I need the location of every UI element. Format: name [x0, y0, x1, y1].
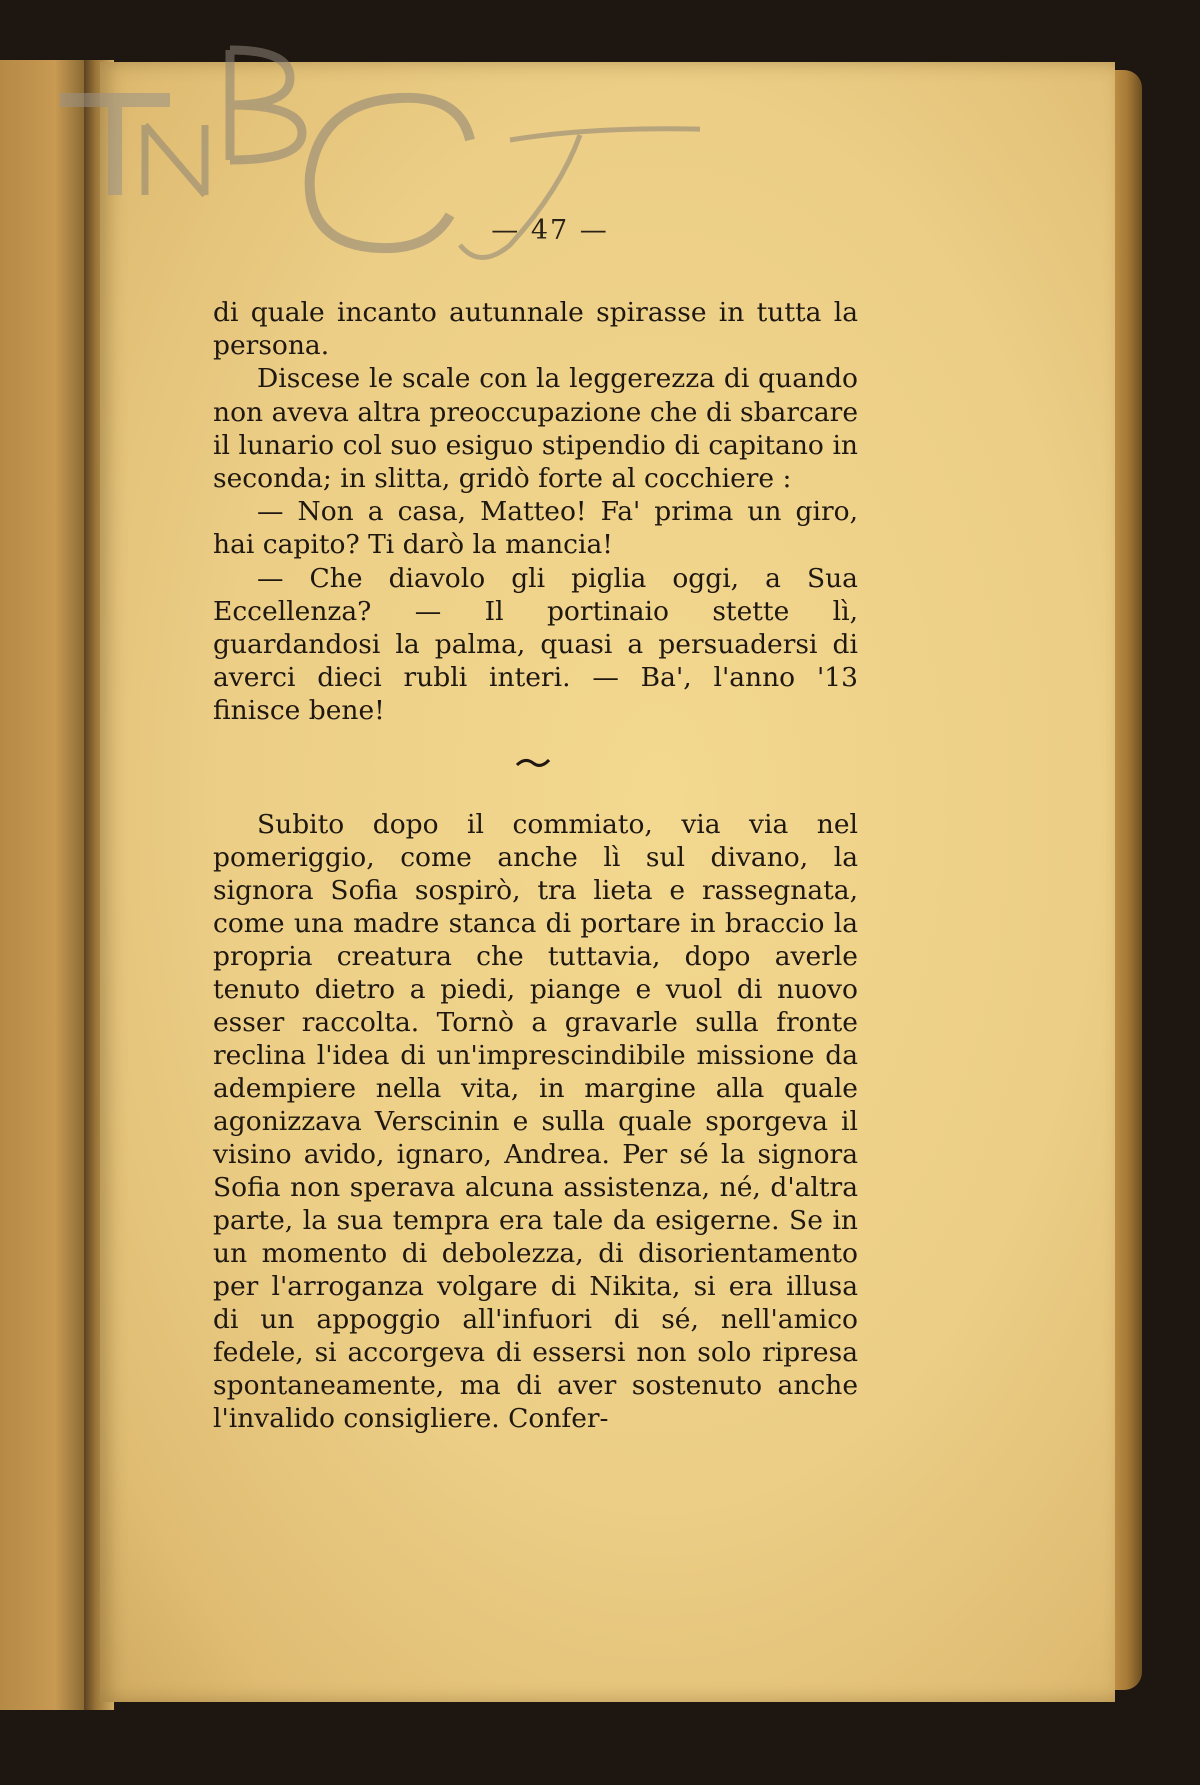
paragraph: Discese le scale con la leggerezza di quando non aveva altra preoccupazione che di sbarcare il lunario col suo esiguo stipendio di capitano in seconda; in slitta, gridò forte al cocchiere : — [213, 363, 858, 495]
left-page-edge — [0, 60, 92, 1710]
paragraph: — Non a casa, Matteo! Fa' prima un giro, hai capito? Ti darò la mancia! — [213, 496, 858, 561]
paragraph: di quale incanto autunnale spirasse in tutta la persona. — [213, 297, 858, 362]
section-break-ornament — [515, 755, 551, 771]
text-section-2 — [213, 808, 858, 1435]
page-number: — 47 — — [491, 215, 609, 246]
text-section-1 — [213, 296, 858, 728]
paragraph: Subito dopo il commiato, via via nel pomeriggio, come anche lì sul divano, la signora Sofia sospirò, tra lieta e rassegnata, come una madre stanca di portare in braccio la propria creatura che tuttavia, dopo averle tenuto dietro a piedi, piange e vuol di nuovo esser raccolta. Tornò a gravarle sulla fronte reclina l'idea di un'imprescindibile missione da adempiere nella vita, in margine alla quale agonizzava Verscinin e sulla quale sporgeva il visino avido, ignaro, Andrea. Per sé la signora Sofia non sperava alcuna assistenza, né, d'altra parte, la sua tempra era tale da esigerne. Se in un momento di debolezza, di disorientamento per l'arroganza volgare di Nikita, si era illusa di un appoggio all'infuori di sé, nell'amico fedele, si accorgeva di essersi non solo ripresa spontaneamente, ma di aver sostenuto anche l'invalido consigliere. Confer- — [213, 809, 858, 1434]
paragraph: — Che diavolo gli piglia oggi, a Sua Eccellenza? — Il portinaio stette lì, guardandosi la palma, quasi a persuadersi di averci dieci rubli interi. — Ba', l'anno '13 finisce bene! — [213, 562, 858, 727]
